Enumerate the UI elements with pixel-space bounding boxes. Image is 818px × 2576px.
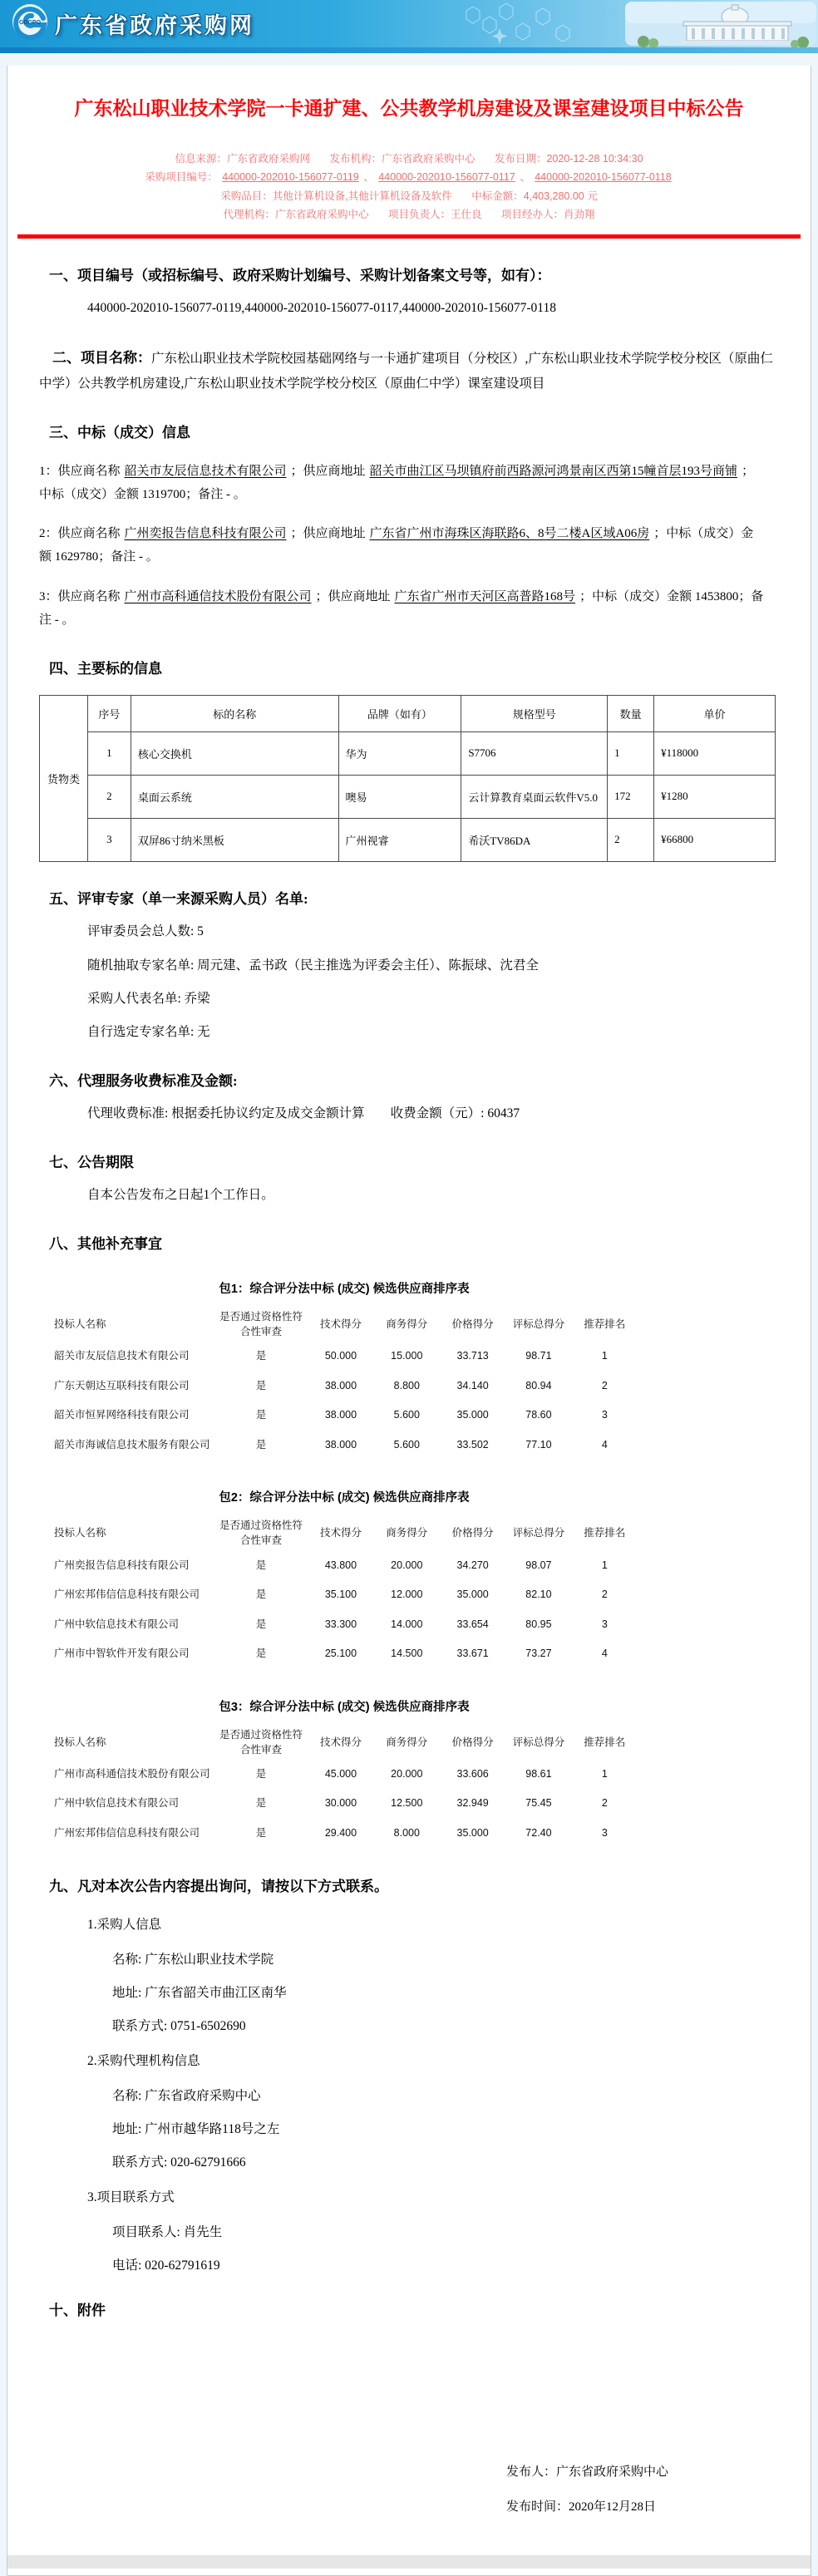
bidder-name: 广州奕报告信息科技有限公司 [54, 1559, 190, 1571]
tech-score: 25.100 [324, 1648, 357, 1659]
hexagon-pattern-decoration [456, 0, 623, 47]
project-number-link-1[interactable]: 440000-202010-156077-0119 [222, 171, 359, 184]
col-header-price: 单价 [654, 695, 776, 731]
qualified: 是 [255, 1409, 267, 1421]
biz-score: 8.000 [393, 1826, 420, 1839]
qualified: 是 [255, 1767, 267, 1780]
cell-brand: 华为 [338, 731, 461, 775]
bidder-name: 韶关市恒昇网络科技有限公司 [54, 1409, 190, 1421]
cell-qty: 172 [608, 775, 654, 818]
rank: 4 [601, 1648, 608, 1659]
col-total-score: 评标总得分 [512, 1736, 565, 1748]
footer-publisher: 发布人：广东省政府采购中心 [506, 2465, 669, 2480]
package-1-table [51, 1307, 638, 1460]
price-score: 35.000 [456, 1826, 489, 1839]
supplier-mid: ；供应商地址 [290, 527, 366, 541]
price-score: 33.654 [456, 1618, 489, 1630]
random-experts-line: 随机抽取专家名单: 周元建、孟书政（民主推选为评委会主任）、陈振球、沈君全 [87, 958, 539, 973]
tech-score: 43.800 [324, 1559, 357, 1571]
agency-value: 广东省政府采购中心 [274, 209, 369, 221]
col-header-qty: 数量 [608, 695, 654, 731]
project-leader-value: 王仕良 [451, 209, 482, 221]
publisher-value: 广东省政府采购中心 [381, 152, 476, 165]
award-amount-label: 中标金额： [471, 190, 524, 202]
qualified: 是 [255, 1797, 267, 1810]
tech-score: 30.000 [324, 1797, 357, 1810]
project-number-link-2[interactable]: 440000-202010-156077-0117 [378, 171, 515, 184]
supplier-prefix: 3：供应商名称 [39, 589, 121, 603]
cell-price: ¥1280 [654, 775, 776, 818]
price-score: 33.713 [456, 1350, 489, 1362]
supplier-name: 广州奕报告信息科技有限公司 [124, 527, 287, 541]
project-contact-phone: 电话: 020-62791619 [112, 2258, 220, 2273]
cell-seq: 2 [87, 775, 131, 818]
total-score: 80.95 [525, 1618, 552, 1630]
package-1-ranking [51, 1279, 638, 1460]
tech-score: 38.000 [324, 1409, 357, 1421]
supplier-address: 广东省广州市海珠区海联路6、8号二楼A区域A06房 [369, 527, 650, 541]
col-qualified: 是否通过资格性符合性审查 [219, 1311, 303, 1338]
site-logo[interactable] [0, 3, 254, 44]
bidder-name: 韶关市友辰信息技术有限公司 [54, 1350, 190, 1362]
bidder-name: 广州市中智软件开发有限公司 [54, 1648, 190, 1659]
qualified: 是 [255, 1826, 267, 1839]
purchaser-contact: 联系方式: 0751-6502690 [112, 2018, 246, 2033]
announcement-period-line: 自本公告发布之日起1个工作日。 [87, 1188, 274, 1203]
title-divider [17, 234, 801, 239]
project-contact-person: 项目联系人: 肖先生 [112, 2224, 223, 2239]
package-3-ranking [51, 1697, 638, 1849]
total-score: 80.94 [525, 1379, 552, 1391]
col-qualified: 是否通过资格性符合性审查 [219, 1728, 303, 1756]
qualified: 是 [255, 1350, 267, 1362]
table-row [40, 818, 776, 861]
col-bidder: 投标人名称 [54, 1318, 106, 1331]
biz-score: 12.500 [391, 1797, 423, 1810]
main-subject-table [39, 695, 776, 862]
rank-row [51, 1372, 638, 1401]
price-score: 34.140 [456, 1379, 489, 1391]
table-row [40, 731, 776, 775]
cell-qty: 2 [608, 818, 654, 861]
cell-brand: 噢易 [338, 775, 461, 818]
rank-row [51, 1342, 638, 1372]
meta-line-2 [32, 168, 786, 205]
cell-model: 云计算教育桌面云软件V5.0 [461, 775, 608, 818]
supplier-item-2 [7, 523, 811, 569]
gdgpo-logo-icon [12, 3, 48, 44]
price-score: 33.606 [456, 1767, 489, 1780]
expert-committee-count: 评审委员会总人数: 5 [87, 924, 204, 939]
cell-brand: 广州视睿 [338, 818, 461, 861]
section-7-heading: 七、公告期限 [49, 1154, 134, 1170]
section-2-heading: 二、项目名称： [52, 349, 151, 366]
price-score: 33.671 [456, 1648, 489, 1659]
col-price-score: 价格得分 [451, 1318, 494, 1331]
bidder-name: 广州宏邦伟信信息科技有限公司 [54, 1588, 200, 1600]
rank: 1 [601, 1767, 608, 1780]
tech-score: 33.300 [324, 1618, 357, 1630]
purchaser-rep-line: 采购人代表名单: 乔梁 [87, 992, 210, 1007]
qualified: 是 [255, 1648, 267, 1659]
total-score: 98.07 [525, 1559, 552, 1571]
agency-name: 名称: 广东省政府采购中心 [112, 2088, 261, 2103]
rank-row [51, 1789, 638, 1819]
bidder-name: 韶关市海诚信息技术服务有限公司 [54, 1438, 210, 1451]
supplier-item-3 [7, 586, 811, 633]
publisher-label: 发布机构： [329, 152, 382, 165]
rank-row [51, 1431, 638, 1460]
section-6-heading: 六、代理服务收费标准及金额: [49, 1072, 238, 1089]
rank-row [51, 1551, 638, 1581]
total-score: 75.45 [525, 1797, 552, 1810]
col-tech-score: 技术得分 [319, 1318, 362, 1331]
cell-subject: 桌面云系统 [131, 775, 338, 818]
tech-score: 45.000 [324, 1767, 357, 1780]
col-tech-score: 技术得分 [319, 1736, 362, 1748]
project-handler-value: 肖劲翔 [564, 209, 595, 221]
rank-row [51, 1819, 638, 1849]
self-selected-experts-line: 自行选定专家名单: 无 [87, 1025, 210, 1040]
total-score: 78.60 [525, 1409, 552, 1421]
total-score: 98.71 [525, 1350, 552, 1362]
col-qualified: 是否通过资格性符合性审查 [219, 1519, 303, 1547]
rank-row [51, 1760, 638, 1790]
total-score: 82.10 [525, 1588, 552, 1600]
total-score: 98.61 [525, 1767, 552, 1780]
cell-qty: 1 [608, 731, 654, 775]
purchaser-name: 名称: 广东松山职业技术学院 [112, 1952, 274, 1967]
package-2-table [51, 1515, 638, 1668]
rank: 1 [601, 1350, 608, 1362]
procurement-item-label: 采购品目： [220, 190, 273, 202]
publish-date-value: 2020-12-28 10:34:30 [546, 152, 643, 165]
building-image [610, 0, 818, 47]
tech-score: 35.100 [324, 1588, 357, 1600]
section-3-heading: 三、中标（成交）信息 [49, 425, 190, 441]
col-header-subject: 标的名称 [131, 695, 338, 731]
svg-text:GDGPO: GDGPO [18, 20, 42, 26]
rank: 3 [601, 1826, 608, 1839]
bidder-name: 广州中软信息技术有限公司 [54, 1618, 180, 1630]
category-cell: 货物类 [40, 695, 88, 861]
col-price-score: 价格得分 [451, 1527, 494, 1539]
cell-model: S7706 [461, 731, 608, 775]
package-2-ranking [51, 1488, 638, 1668]
info-source-label: 信息来源： [175, 152, 227, 165]
project-handler-label: 项目经办人： [501, 209, 564, 221]
col-biz-score: 商务得分 [386, 1736, 428, 1748]
biz-score: 8.800 [393, 1379, 420, 1391]
project-no-separator: 、 [363, 171, 374, 184]
cell-model: 希沃TV86DA [461, 818, 608, 861]
tech-score: 50.000 [324, 1350, 357, 1362]
banner-divider [0, 47, 818, 53]
supplier-name: 广州市高科通信技术股份有限公司 [124, 589, 312, 603]
col-biz-score: 商务得分 [386, 1527, 428, 1539]
biz-score: 14.000 [391, 1618, 423, 1630]
supplier-item-1 [7, 461, 811, 507]
section-8-heading: 八、其他补充事宜 [49, 1235, 162, 1252]
qualified: 是 [255, 1379, 267, 1391]
col-biz-score: 商务得分 [386, 1318, 428, 1331]
section-2-body: 广东松山职业技术学院校园基础网络与一卡通扩建项目（分校区）,广东松山职业技术学院学校分校区（原曲仁中学）公共教学机房建设,广东松山职业技术学院学校分校区（原曲仁中学）课室建设项目 [39, 351, 773, 391]
col-tech-score: 技术得分 [319, 1527, 362, 1539]
procurement-item-value: 其他计算机设备,其他计算机设备及软件 [272, 190, 452, 202]
col-header-brand: 品牌（如有） [338, 695, 461, 731]
announcement-footer [506, 2462, 811, 2517]
supplier-prefix: 1：供应商名称 [39, 464, 121, 478]
bidder-name: 广州中软信息技术有限公司 [54, 1797, 180, 1810]
package-3-table [51, 1725, 638, 1849]
supplier-tail: ；中标（成交）金额 1319700；备注 - 。 [39, 464, 755, 501]
rank-row [51, 1639, 638, 1669]
col-bidder: 投标人名称 [54, 1736, 106, 1748]
bidder-name: 广州宏邦伟信信息科技有限公司 [54, 1826, 200, 1839]
project-contact-title: 3.项目联系方式 [87, 2189, 175, 2204]
meta-line-3 [32, 205, 786, 224]
price-score: 35.000 [456, 1588, 489, 1600]
supplier-mid: ；供应商地址 [290, 464, 366, 478]
info-source-value: 广东省政府采购网 [226, 152, 310, 165]
project-no-label: 采购项目编号： [145, 171, 218, 184]
biz-score: 14.500 [391, 1648, 423, 1659]
table-header-row [40, 695, 776, 731]
price-score: 33.502 [456, 1438, 489, 1451]
project-no-separator: 、 [520, 171, 530, 184]
publish-date-label: 发布日期： [494, 152, 547, 165]
total-score: 73.27 [525, 1648, 552, 1659]
supplier-mid: ；供应商地址 [315, 589, 391, 603]
section-1-heading: 一、项目编号（或招标编号、政府采购计划编号、采购计划备案文号等，如有）： [49, 267, 551, 283]
table-row [40, 775, 776, 818]
section-2-paragraph [7, 345, 811, 396]
supplier-prefix: 2：供应商名称 [39, 527, 121, 541]
col-price-score: 价格得分 [451, 1736, 494, 1748]
rank: 1 [601, 1559, 608, 1571]
rank: 2 [601, 1379, 608, 1391]
section-1-body: 440000-202010-156077-0119,440000-202010-156077-0117,440000-202010-156077-0118 [87, 301, 556, 316]
package-1-title: 包1：综合评分法中标 (成交) 候选供应商排序表 [219, 1283, 470, 1296]
purchaser-info-title: 1.采购人信息 [87, 1917, 162, 1932]
col-bidder: 投标人名称 [54, 1527, 106, 1539]
package-3-title: 包3：综合评分法中标 (成交) 候选供应商排序表 [219, 1700, 470, 1714]
col-header-model: 规格型号 [461, 695, 608, 731]
section-5-heading: 五、评审专家（单一来源采购人员）名单: [49, 890, 308, 907]
supplier-address: 广东省广州市天河区高普路168号 [394, 589, 576, 603]
page-bottom-bar [7, 2555, 811, 2569]
announcement-page [7, 66, 811, 2576]
price-score: 32.949 [456, 1797, 489, 1810]
site-header [0, 0, 818, 47]
biz-score: 20.000 [391, 1559, 423, 1571]
cell-seq: 1 [87, 731, 131, 775]
rank: 4 [601, 1438, 608, 1451]
col-rank: 推荐排名 [584, 1318, 626, 1331]
col-header-seq: 序号 [87, 695, 131, 731]
rank-row [51, 1610, 638, 1640]
agency-label: 代理机构： [223, 209, 275, 221]
biz-score: 20.000 [391, 1767, 423, 1780]
biz-score: 5.600 [393, 1438, 420, 1451]
qualified: 是 [255, 1618, 267, 1630]
purchaser-address: 地址: 广东省韶关市曲江区南华 [112, 1985, 287, 2000]
footer-publish-time: 发布时间：2020年12月28日 [506, 2500, 657, 2514]
col-total-score: 评标总得分 [512, 1527, 565, 1539]
project-leader-label: 项目负责人： [387, 209, 451, 221]
rank: 2 [601, 1797, 608, 1810]
cell-subject: 核心交换机 [131, 731, 338, 775]
price-score: 34.270 [456, 1559, 489, 1571]
award-amount-value: 4,403,280.00 元 [523, 190, 598, 202]
col-rank: 推荐排名 [584, 1527, 626, 1539]
section-4-heading: 四、主要标的信息 [49, 661, 162, 677]
biz-score: 5.600 [393, 1409, 420, 1421]
supplier-tail: ；中标（成交）金额 1629780；备注 - 。 [39, 527, 754, 564]
qualified: 是 [255, 1438, 267, 1451]
rank: 2 [601, 1588, 608, 1600]
qualified: 是 [255, 1588, 267, 1600]
project-number-link-3[interactable]: 440000-202010-156077-0118 [535, 171, 672, 184]
cell-subject: 双屏86寸纳米黑板 [131, 818, 338, 861]
qualified: 是 [255, 1559, 267, 1571]
total-score: 77.10 [525, 1438, 552, 1451]
section-9-heading: 九、凡对本次公告内容提出询问，请按以下方式联系。 [49, 1879, 388, 1895]
cell-price: ¥118000 [654, 731, 776, 775]
price-score: 35.000 [456, 1409, 489, 1421]
rank-row [51, 1580, 638, 1610]
rank-row [51, 1401, 638, 1431]
page-title: 广东松山职业技术学院一卡通扩建、公共教学机房建设及课室建设项目中标公告 [74, 98, 744, 120]
supplier-address: 韶关市曲江区马坝镇府前西路源河鸿景南区西第15幢首层193号商铺 [369, 464, 738, 478]
rank-header-row [51, 1725, 638, 1760]
rank-header-row [51, 1307, 638, 1342]
col-rank: 推荐排名 [584, 1736, 626, 1748]
section-10-heading: 十、附件 [49, 2302, 106, 2318]
cell-price: ¥66800 [654, 818, 776, 861]
agency-contact: 联系方式: 020-62791666 [112, 2155, 246, 2170]
package-2-title: 包2：综合评分法中标 (成交) 候选供应商排序表 [219, 1491, 470, 1505]
total-score: 72.40 [525, 1826, 552, 1839]
cell-seq: 3 [87, 818, 131, 861]
rank: 3 [601, 1409, 608, 1421]
bidder-name: 广东天朝达互联科技有限公司 [54, 1379, 190, 1391]
tech-score: 38.000 [324, 1438, 357, 1451]
agency-fee-line: 代理收费标准: 根据委托协议约定及成交金额计算 收费金额（元）: 60437 [87, 1106, 520, 1121]
agency-info-title: 2.采购代理机构信息 [87, 2053, 200, 2068]
rank-header-row [51, 1515, 638, 1550]
agency-address: 地址: 广州市越华路118号之左 [112, 2121, 280, 2136]
tech-score: 38.000 [324, 1379, 357, 1391]
biz-score: 12.000 [391, 1588, 423, 1600]
supplier-name: 韶关市友辰信息技术有限公司 [124, 464, 287, 478]
meta-line-1 [32, 150, 786, 169]
tech-score: 29.400 [324, 1826, 357, 1839]
rank: 3 [601, 1618, 608, 1630]
announcement-meta [7, 150, 811, 224]
biz-score: 15.000 [391, 1350, 423, 1362]
site-name: 广东省政府采购网 [55, 13, 254, 38]
supplier-tail: ；中标（成交）金额 1453800；备注 - 。 [39, 589, 764, 627]
col-total-score: 评标总得分 [512, 1318, 565, 1331]
bidder-name: 广州市高科通信技术股份有限公司 [54, 1767, 210, 1780]
